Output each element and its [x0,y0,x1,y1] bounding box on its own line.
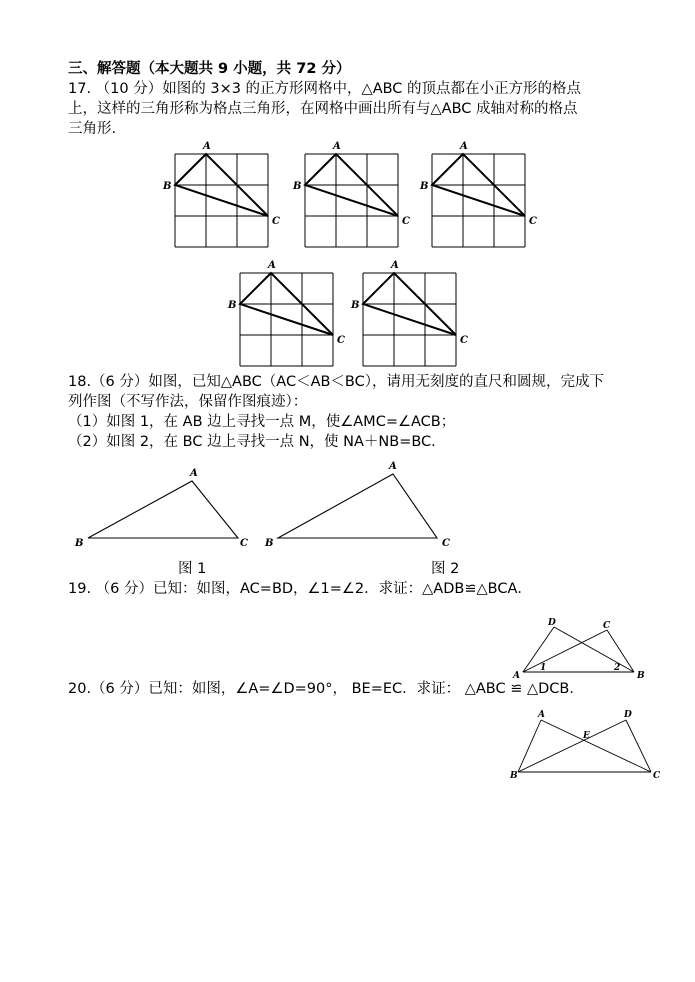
q20-line1: 20.（6 分）已知：如图，∠A=∠D=90°， BE=EC．求证： △ABC ≌ △DCB． [68,681,584,697]
q20-label-a: A [538,710,545,720]
grid-label-a: A [391,260,399,271]
grid-label-c: C [402,216,410,227]
grid-label-b: B [293,181,302,192]
grid-label-c: C [529,216,537,227]
q18-line1: 18.（6 分）如图，已知△ABC（AC＜AB＜BC），请用无刻度的直尺和圆规，完成下 [68,374,605,390]
grid-label-c: C [460,335,468,346]
grid-label-a: A [333,141,341,152]
q17-line1: 17. （10 分）如图的 3×3 的正方形网格中，△ABC 的顶点都在小正方形的格点 [68,81,582,97]
q19-label-b: B [637,671,645,681]
fig2-caption: 图 2 [431,561,460,577]
grid-label-a: A [203,141,211,152]
q19-angle-2: 2 [614,663,621,673]
q19-label-d: D [548,618,556,628]
fig1-label-b: B [75,538,84,549]
grid-label-b: B [163,181,172,192]
fig2-label-b: B [265,538,274,549]
grid-label-c: C [272,216,280,227]
grid-label-b: B [228,300,237,311]
grid-label-a: A [268,260,276,271]
q19-angle-1: 1 [540,663,547,673]
q17-line2: 上，这样的三角形称为格点三角形，在网格中画出所有与△ABC 成轴对称的格点 [68,101,578,117]
q18-line4: （2）如图 2，在 BC 边上寻找一点 N，使 NA＋NB=BC. [68,434,436,450]
fig1-label-a: A [190,468,198,479]
section-title: 三、解答题（本大题共 9 小题，共 72 分） [68,61,351,77]
fig2-label-a: A [389,461,397,472]
q20-label-d: D [624,710,632,720]
q19-line1: 19. （6 分）已知：如图，AC=BD，∠1=∠2．求证：△ADB≌△BCA． [68,581,532,597]
grid-label-c: C [337,335,345,346]
fig1-label-c: C [240,538,248,549]
q20-label-b: B [510,771,518,781]
fig1-caption: 图 1 [178,561,207,577]
fig2-label-c: C [442,538,450,549]
grid-label-b: B [351,300,360,311]
q17-line3: 三角形. [68,121,117,137]
grid-label-b: B [420,181,429,192]
grid-label-a: A [460,141,468,152]
q19-label-c: C [603,621,611,631]
q18-line3: （1）如图 1，在 AB 边上寻找一点 M，使∠AMC=∠ACB； [68,414,456,430]
q18-line2: 列作图（不写作法，保留作图痕迹）： [68,394,308,410]
q20-label-e: E [583,731,590,741]
q19-label-a: A [513,671,520,681]
q20-label-c: C [653,771,661,781]
